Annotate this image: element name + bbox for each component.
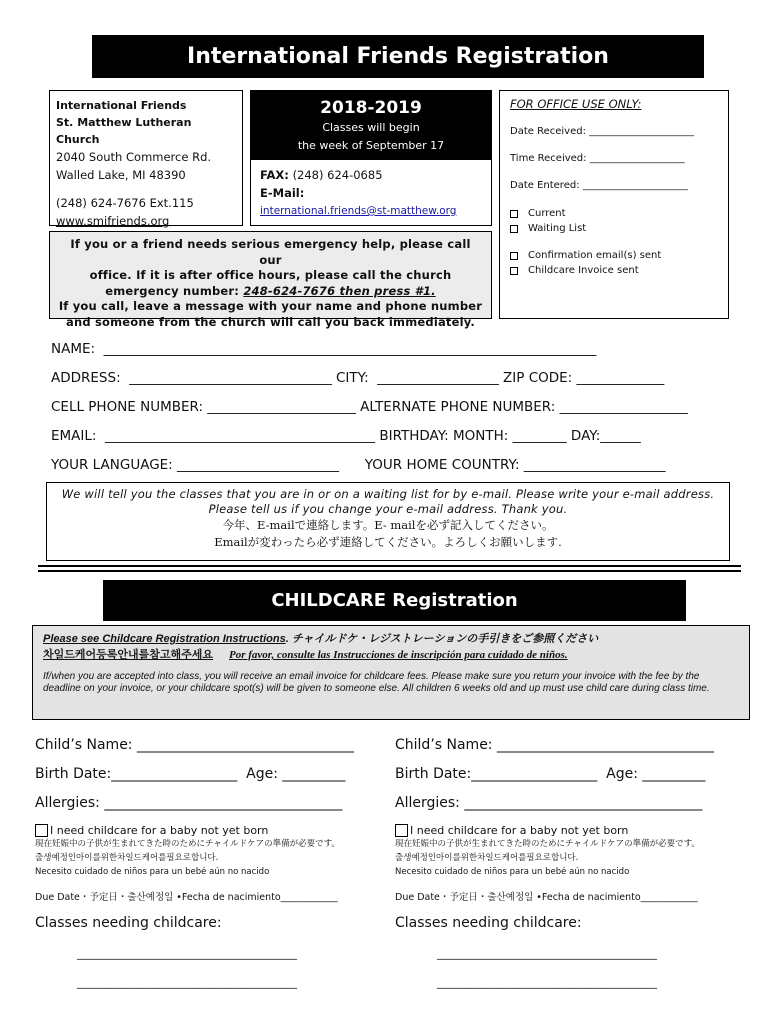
emergency-number: 248-624-7676 then press #1. xyxy=(243,283,436,298)
checkbox-icon xyxy=(510,225,518,233)
class-blank-1[interactable]: ________________________________________ xyxy=(437,947,657,960)
address-field[interactable]: ADDRESS: ______________________________ CITY: __________________ ZIP CODE: _____________ xyxy=(51,370,665,386)
instructions-link[interactable]: Please see Childcare Registration Instructions xyxy=(43,633,286,645)
office-heading: FOR OFFICE USE ONLY: xyxy=(510,97,642,111)
baby-jp: 現在妊娠中の子供が生まれてきた時のためにチャイルドケアの準備が必要です。 xyxy=(35,839,340,849)
name-field[interactable]: NAME: _________________________________________________________________________ xyxy=(51,341,597,357)
checkbox-icon xyxy=(35,824,48,837)
birth-age-field[interactable]: Birth Date:__________________ Age: _________ xyxy=(395,766,706,782)
baby-checkbox[interactable] xyxy=(395,824,740,837)
emergency-line xyxy=(58,284,483,300)
email-field[interactable]: EMAIL: ________________________________________ BIRTHDAY: MONTH: ________ DAY:______ xyxy=(51,428,641,444)
contact-phone: (248) 624-7676 Ext.115 xyxy=(56,196,194,210)
child-form-left xyxy=(35,733,380,989)
email-note-box xyxy=(46,482,730,561)
waiting-checkbox[interactable] xyxy=(510,221,718,236)
instructions-es: Por favor, consulte las Instrucciones de inscripción para cuidado de niños. xyxy=(229,649,568,661)
instructions-kr: 차일드케어등록안내를참고해주세요 xyxy=(43,649,214,661)
baby-kr: 출생예정인아이를위한차일드케어를필요로합니다. xyxy=(395,853,579,863)
divider xyxy=(38,565,741,567)
child-form-right xyxy=(395,733,740,989)
checkbox-icon xyxy=(510,267,518,275)
fax-label: FAX: xyxy=(260,168,289,182)
page-title: International Friends Registration xyxy=(92,35,704,78)
org-name: International Friends xyxy=(56,99,187,112)
baby-es: Necesito cuidado de niños para un bebé aún no nacido xyxy=(35,867,270,877)
allergies-field[interactable]: Allergies: __________________________________ xyxy=(35,795,343,811)
time-received-field[interactable]: Time Received: ___________________ xyxy=(510,153,685,164)
emergency-line: and someone from the church will call you back immediately. xyxy=(66,314,475,329)
emergency-text: emergency number: xyxy=(105,283,244,298)
current-label: Current xyxy=(528,208,566,219)
divider xyxy=(38,570,741,572)
church-name: St. Matthew Lutheran Church xyxy=(56,116,192,146)
child-name-field[interactable]: Child’s Name: _______________________________ xyxy=(395,737,714,753)
date-entered-field[interactable]: Date Entered: _____________________ xyxy=(510,180,688,191)
language-field[interactable]: YOUR LANGUAGE: ________________________ YOUR HOME COUNTRY: _____________________ xyxy=(51,457,666,473)
checkbox-icon xyxy=(510,252,518,260)
classes-label: Classes needing childcare: xyxy=(35,915,222,931)
emergency-line: If you call, leave a message with your name and phone number xyxy=(58,299,483,313)
fax-email-box xyxy=(250,160,492,226)
date-received-field[interactable]: Date Received: _____________________ xyxy=(510,126,695,137)
class-blank-2[interactable]: ________________________________________ xyxy=(77,976,297,989)
note-line: Please tell us if you change your e-mail address. Thank you. xyxy=(208,502,568,516)
confirmation-checkbox[interactable] xyxy=(510,248,718,263)
email-link[interactable]: international.friends@st-matthew.org xyxy=(260,205,457,217)
baby-jp: 現在妊娠中の子供が生まれてきた時のためにチャイルドケアの準備が必要です。 xyxy=(395,839,700,849)
current-checkbox[interactable] xyxy=(510,206,718,221)
due-date-field[interactable]: Due Date・予定日・출산예정일 •Fecha de nacimiento____________ xyxy=(395,892,698,903)
baby-label: I need childcare for a baby not yet born xyxy=(410,823,629,837)
emergency-notice xyxy=(49,231,492,329)
child-name-field[interactable]: Child’s Name: _______________________________ xyxy=(35,737,354,753)
childcare-instructions xyxy=(32,625,750,720)
invoice-checkbox[interactable] xyxy=(510,263,718,278)
city-address: Walled Lake, MI 48390 xyxy=(56,168,186,182)
school-year: 2018-2019 xyxy=(320,98,422,118)
birth-age-field[interactable]: Birth Date:__________________ Age: _________ xyxy=(35,766,346,782)
street-address: 2040 South Commerce Rd. xyxy=(56,150,212,164)
baby-kr: 출생예정인아이를위한차일드케어를필요로합니다. xyxy=(35,853,219,863)
checkbox-icon xyxy=(510,210,518,218)
fax-value: (248) 624-0685 xyxy=(292,168,383,182)
class-blank-1[interactable]: ________________________________________ xyxy=(77,947,297,960)
start-line-2: the week of September 17 xyxy=(297,139,445,152)
contact-box xyxy=(49,90,243,226)
note-line-jp: Emailが変わったら必ず連絡してください。よろしくお願いします. xyxy=(214,535,562,549)
emergency-line: If you or a friend needs serious emergency help, please call our xyxy=(70,237,471,267)
confirmation-label: Confirmation email(s) sent xyxy=(528,250,662,261)
emergency-line: office. If it is after office hours, please call the church xyxy=(89,268,452,282)
note-line-jp: 今年、E-mailで連絡します。E- mailを必ず記入してください。 xyxy=(222,518,554,532)
due-date-field[interactable]: Due Date・予定日・출산예정일 •Fecha de nacimiento____________ xyxy=(35,892,338,903)
website-link[interactable]: www.smifriends.org xyxy=(56,214,170,228)
note-line: We will tell you the classes that you are in or on a waiting list for by e-mail. Please write your e-mail address. xyxy=(61,487,715,501)
classes-label: Classes needing childcare: xyxy=(395,915,582,931)
class-blank-2[interactable]: ________________________________________ xyxy=(437,976,657,989)
start-line-1: Classes will begin xyxy=(322,121,420,134)
year-box xyxy=(250,90,492,160)
waiting-label: Waiting List xyxy=(528,223,587,234)
invoice-label: Childcare Invoice sent xyxy=(528,265,639,276)
childcare-notice: If/when you are accepted into class, you will receive an email invoice for childcare fees. Please make sure you return your invoice with the fee by the deadline on your invoice, or your childcare spot(s) will be given to someone else. All children 6 weeks old and up must use child care during class time. xyxy=(43,671,710,694)
allergies-field[interactable]: Allergies: __________________________________ xyxy=(395,795,703,811)
baby-label: I need childcare for a baby not yet born xyxy=(50,823,269,837)
email-label: E-Mail: xyxy=(260,186,305,200)
phone-field[interactable]: CELL PHONE NUMBER: ______________________ ALTERNATE PHONE NUMBER: ___________________ xyxy=(51,399,688,415)
childcare-title: CHILDCARE Registration xyxy=(103,580,686,621)
instructions-jp: . チャイルドケ・レジストレーションの手引きをご参照ください xyxy=(285,633,599,645)
baby-checkbox[interactable] xyxy=(35,824,380,837)
office-use-box xyxy=(499,90,729,319)
checkbox-icon xyxy=(395,824,408,837)
baby-es: Necesito cuidado de niños para un bebé aún no nacido xyxy=(395,867,630,877)
